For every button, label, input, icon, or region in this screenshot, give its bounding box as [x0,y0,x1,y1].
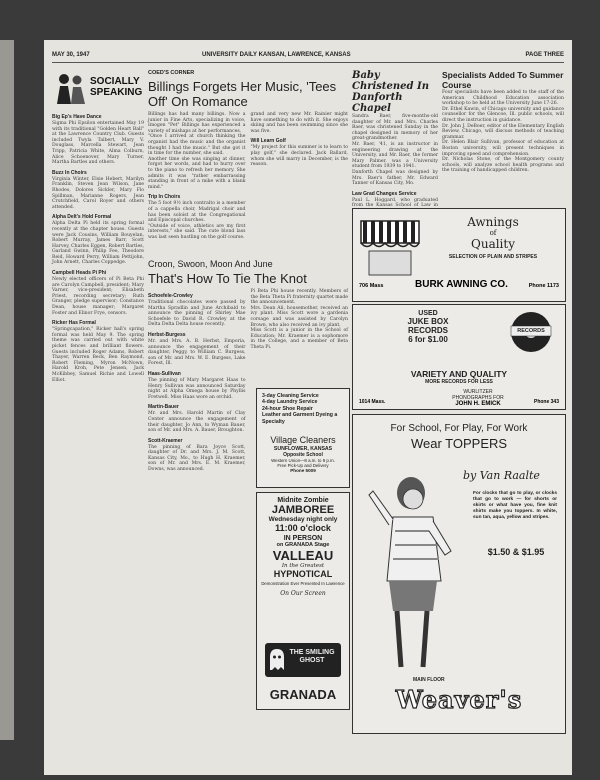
awnings-addr: 706 Mass [359,283,384,289]
juke-line1: USED [418,310,438,317]
juke-box-ad [352,304,566,410]
ghost-icon [268,648,286,672]
cleaners-service: 3-day Cleaning Service [262,393,319,399]
cleaners-service: Leather and Garment Dyeing a Specialty [262,412,338,425]
coeds-kicker: COED'S CORNER [148,70,195,76]
juke-line3: RECORDS [407,326,448,335]
toppers-line3: by Van Raalte [463,469,540,482]
burk-awning-ad [352,208,566,302]
coeds-corner [148,70,348,255]
jamboree-line4: 11:00 o'clock [275,523,331,533]
awning-icon [359,217,421,277]
jamboree-line6: on GRANADA Stage [276,542,330,548]
subhead: Haas-Sullivan [148,370,181,377]
records-badge: RECORDS [517,328,545,334]
juke-line6: MORE RECORDS FOR LESS [425,379,493,385]
subhead: Scott-Kraemer [148,437,183,444]
cleaners-service: 24-hour Shoe Repair [262,405,313,412]
header-page: PAGE THREE [525,52,564,58]
article-paragraph: Dr. Nicholas Stone, of the Montgomery county schools, will analyze school health programs and the training of handicapped children. [442,157,564,174]
social-item: Buzz In Choirs Virginia Winter, Elsie Hebert, Marilyn Franklin, Steven Jean Wilson, Jane Rhodes, Dolores Sickler, Mary Flo Spillman, Marianne Rogers, Jean Crutchfield, Carol Royer and others attended. [52,169,144,210]
article-paragraph: Four specialists have been added to the staff of the American Childhood Education association workshop to be held at the University June 17-26. [442,90,564,107]
social-item: Ricker Has Formal "Springcapation," Ricker hall's spring formal was held May 9. The spring theme was carried out with white picket fences and brilliant flowers. Guests included Roger Adams, Robert Thayer, Warren Beck, Ben Raymond, Robert Fleming, Myron McNown, Harold Kroh, Pete Jensen, Jack McKibbey, Samuel Richie and Lowell Elliot. [52,320,144,383]
binding-edge [0,40,14,740]
toppers-price: $1.50 & $1.95 [487,547,545,557]
subhead: Trip In Choirs [148,194,181,201]
juke-phone: Phone 343 [533,399,559,405]
article-paragraph: Mr. and Mrs. A. B. Herbst, Emporia, announce the engagement of their daughter, Peggy, to William C. Burgess, son of Mr. and Mrs. W. E. Burgess, Lake Forest, Ill. [148,338,246,367]
article-paragraph: grand and very new Mr. Rainier might have something to do with it. She enjoys skiing and has been swimming since she was five. [250,112,348,134]
article-paragraph: Dr. Ethel Kawin, of Chicago university and guidance counsellor for the Glencoe, Ill. public schools, will direct the instruction in guidance. [442,106,564,123]
socially-speaking-logo [52,70,144,108]
coeds-headline: Billings Forgets Her Music, 'Tees Off' On Romance [148,79,337,109]
social-item: Alpha Delt's Hold Formal Alpha Delta Pi held its spring formal recently at the chapter house. Guests were Jack Cousins, William Bouyelan, Robert Murray, James Barr, Scott Harvey, Charles Eggen, Robert Bartles, Garland Gwinn, Philip Fee, Theodore Reid, Howard Perry, William Pettijohn, John Arnett, Charles Coppedge. [52,214,144,266]
header-paper: UNIVERSITY DAILY KANSAN, LAWRENCE, KANSAS [202,52,351,58]
toppers-description: For clocks that go to play, or clocks that go to work — for shorts or skirts or what have you, fine knit shirts make you toppers. In white, sun tan, aqua, yellow and stripes. [473,491,557,520]
cleaners-name: Village Cleaners [270,435,336,445]
article-paragraph: Traditional chocolates were passed by Martha Spradlin and June Archibald to announce the pinning of Shirley Mae Schoefele to David R. Crowley at the Delta Delta Delta house recently. [148,300,246,328]
awnings-line2: of [489,229,497,237]
social-item: Big Ep's Have Dance Sigma Phi Epsilon entertained May 19 with its traditional "Golden Heart Ball" at the Lawrence Country Club. Guests included Twyla Talbert, Mary V. Douglass, Marcella Stewart, Jean Tripp, Patricia White, Alma Colburn, Alice Schoenover, Mary Turner, Martha Bartles and others. [52,114,144,166]
article-paragraph: Danforth Chapel was designed by Mrs. Baer's father, Mr. Edward Tanner of Kansas City, Mo. [352,169,438,187]
header-date: MAY 30, 1947 [52,52,90,58]
juke-name: JOHN H. EMICK [455,401,501,407]
header-rule [52,62,564,63]
knot-headline: That's How To Tie The Knot [148,271,307,286]
specialists-headline: Specialists Added To Summer Course [442,70,564,90]
cleaners-phone: Phone 5009 [290,468,316,473]
cleaners-pickup: Free Pick-Up and Delivery [277,463,329,468]
social-title: SOCIALLY SPEAKING [90,76,143,98]
article-paragraph: Billings has had many billings. Now a junior in Fine Arts, specializing in voice, Imogen "Pet" Billings has experienced a variety of mishaps at her performances. [148,112,246,134]
article-paragraph: "Outside of voice, athletics are my first interests," she said. The cute blond lass was last seen hustling on the golf course. [148,223,246,240]
article-paragraph: Mr. and Mrs. Harold Martin of Clay Center announce the engagement of their daughter, Jo Ann, to Wyman Bauer, son of Mr. and Mrs. A. Bauer, Broughton. [148,411,246,434]
cleaners-hours: Western Union—8 a.m. to 9 p.m. [271,458,335,463]
awnings-line3: Quality [471,237,515,251]
couple-icon [52,70,88,106]
page-header [52,52,564,62]
specialists-article [442,70,564,200]
subhead: Herbst-Burgess [148,331,186,338]
main-floor-label: MAIN FLOOR [413,677,445,683]
juke-addr: 1014 Mass. [359,399,386,405]
baby-headline: Baby Christened In Danforth Chapel [352,70,429,114]
jamboree-line7: VALLEAU [272,548,334,563]
girl-illustration-icon [367,471,463,671]
article-paragraph: "My project for this summer is to learn to play golf," she declared. Jack Ballard, whom she will marry in December, is the reason. [250,145,348,168]
article-paragraph: The pinning of Bara Joyce Scott, daughter of Dr. and Mrs. J. M. Scott, Kansas City, Mo., to Hugh H. Kraemer, son of Mr. and Mrs. E. M. Kraemer, Downs, was announced. [148,444,246,473]
article-paragraph: Miss Scott is a junior in the School of Education; Mr. Kraemer is a sophomore in the College, and a member of Beta Theta Pi. [250,328,348,350]
subhead: Martin-Bauer [148,404,179,411]
weavers-toppers-ad [352,414,566,734]
social-item: Campbell Heads Pi Phi Newly elected officers of Pi Beta Phi are Carolyn Campbell, president; Mary Varner, vice-president; Elisabeth Priest, recording secretary; Ruth Granger, pledge supervisor; Constance Dean, house manager; Margaret Foster and Elinor Frye, censors. [52,270,144,316]
article-paragraph: "Once I arrived at church thinking the organist had the music and the organist thought I had the music." But she got it in time for the number, she said. [148,134,246,157]
movie-title: THE SMILING GHOST [289,649,335,664]
juke-line2: JUKE BOX [407,317,449,326]
article-paragraph: Pi Beta Phi house recently. Members of the Beta Theta Pi fraternity quartet made the announcement. [250,289,348,306]
jamboree-line2: JAMBOREE [271,504,335,516]
jamboree-line9: HYPNOTICAL [273,569,333,579]
awnings-phone: Phone 1173 [528,283,559,289]
subhead: Schoefele-Crowley [148,293,193,299]
juke-line7: WURLITZER [463,389,493,395]
awnings-name: BURK AWNING CO. [415,279,508,290]
subhead: Law Grad Changes Service [352,190,417,197]
article-paragraph: Mr. Baer, '41, is an instructor in engineering drawing at the University, and Mr. Baer, the former Mary Palmer, was a University student from 1939 to 1941. [352,141,438,170]
article-paragraph: The 5 foot 9½ inch contralto is a member of a cappella choir, Madrigal choir and has been soloist at the Congregational and Episcopal churches. [148,201,246,224]
article-paragraph: Paul L. Hoggard, who graduated from the Kansas School of Law in [352,197,438,209]
toppers-line1: For School, For Play, For Work [390,423,528,434]
baby-christened [352,70,438,209]
article-paragraph: The pinning of Mary Margaret Haas to Henry Sullivan was announced Saturday night at Alpha Omega house by Phyllis Fretwell. Miss Haas wore an orchid. [148,377,246,400]
cleaners-opp: Opposite School [283,452,323,458]
smiling-ghost-banner [265,643,341,677]
social-column [52,110,144,760]
article-paragraph: Another time she was singing at dinner, forgot her words, and had to hurry over to the piano to refresh her memory. She admits it was "rather embarrassing standing in front of a mike with a blank mind." [148,156,246,190]
jamboree-line10: Demonstration Ever Presented In Lawrence [261,581,345,586]
awnings-line4: SELECTION OF PLAIN AND STRIPES [448,254,538,260]
jamboree-line1: Midnite Zombie [277,497,329,504]
knot-kicker: Croon, Swoon, Moon And June [148,259,273,269]
cleaners-service: 4-day Laundry Service [262,399,318,406]
village-cleaners-ad [256,388,350,488]
granada-jamboree-ad [256,492,350,710]
juke-line5: VARIETY AND QUALITY [410,369,508,379]
jamboree-line8: In the Greatest [281,563,325,569]
article-paragraph: Dr. Helen Blair Sullivan, professor of education at Boston university, will present techniques in improving speed and comprehension. [442,140,564,157]
juke-line4: 6 for $1.00 [408,335,448,344]
article-paragraph: Dr. John J. DeBoer, editor of the Elementary English Review, Chicago, will discuss methods of teaching grammar. [442,123,564,140]
jamboree-line11: On Our Screen [280,590,326,597]
weavers-logo: Weaver's [395,685,523,714]
toppers-line2: Wear TOPPERS [410,436,508,451]
jamboree-line5: IN PERSON [283,535,323,542]
article-paragraph: Mrs. Dean Ali, housemother, received an ivy plant. Miss Scott wore a gardenia corsage and was assisted by Carolyn Brown, who also received an ivy plant. [250,305,348,328]
theater-name: GRANADA [269,687,337,702]
juke-line8: PHONOGRAPHS FOR [452,395,504,401]
article-paragraph: Sandra Baer, five-months-old daughter of Mr. and Mrs. Charles Baer, was christened Sunday in the chapel designed in memory of her great-grandmother. [352,114,438,142]
subhead: Will Learn Golf [250,138,286,145]
cleaners-city: SUNFLOWER, KANSAS [273,446,333,452]
awnings-line1: Awnings [467,215,519,229]
jamboree-line3: Wednesday night only [268,516,338,523]
